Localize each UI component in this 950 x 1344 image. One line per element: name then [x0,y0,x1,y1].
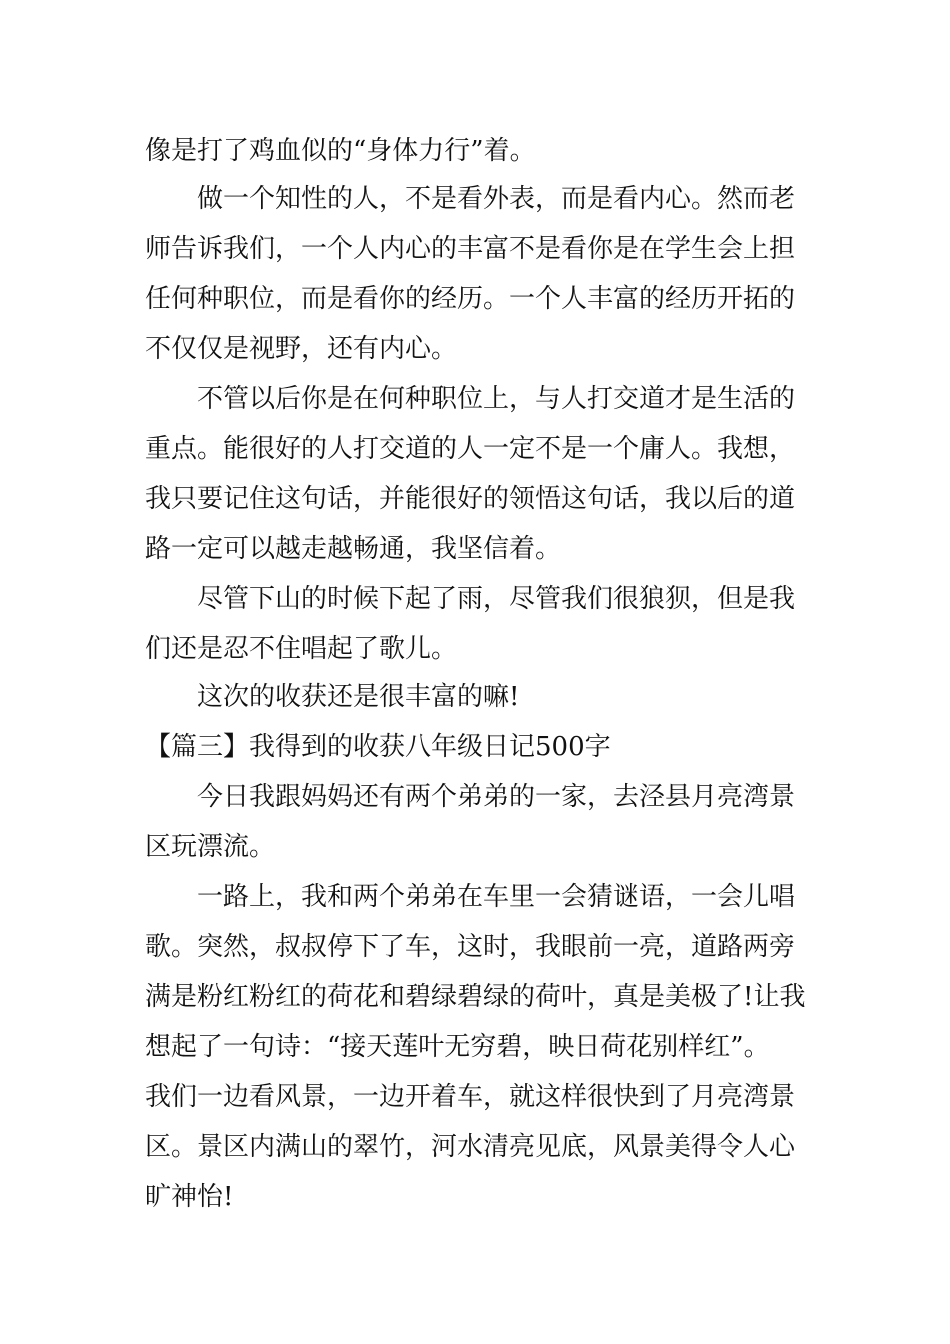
paragraph-line: 区。景区内满山的翠竹，河水清亮见底，风景美得令人心 [145,1132,796,1162]
section-heading: 【篇三】我得到的收获八年级日记500字 [145,732,611,762]
paragraph-line: 不仅仅是视野，还有内心。 [145,334,458,364]
paragraph-line: 们还是忍不住唱起了歌儿。 [145,634,458,664]
paragraph-line: 区玩漂流。 [145,832,276,862]
paragraph-line: 我只要记住这句话，并能很好的领悟这句话，我以后的道 [145,484,796,514]
paragraph-line: 满是粉红粉红的荷花和碧绿碧绿的荷叶，真是美极了!让我 [145,982,806,1012]
paragraph-line: 师告诉我们，一个人内心的丰富不是看你是在学生会上担 [145,234,796,264]
paragraph-line: 我们一边看风景，一边开着车，就这样很快到了月亮湾景 [145,1082,796,1112]
paragraph-line: 路一定可以越走越畅通，我坚信着。 [145,534,562,564]
paragraph-line: 歌。突然，叔叔停下了车，这时，我眼前一亮，道路两旁 [145,932,796,962]
paragraph-line: 任何种职位，而是看你的经历。一个人丰富的经历开拓的 [145,284,796,314]
paragraph-line: 这次的收获还是很丰富的嘛! [197,682,520,712]
paragraph-line: 想起了一句诗：“接天莲叶无穷碧，映日荷花别样红”。 [145,1032,770,1062]
paragraph-line: 一路上，我和两个弟弟在车里一会猜谜语，一会儿唱 [197,882,796,912]
paragraph-line: 不管以后你是在何种职位上，与人打交道才是生活的 [197,384,796,414]
paragraph-line: 今日我跟妈妈还有两个弟弟的一家，去泾县月亮湾景 [197,782,796,812]
paragraph-line: 旷神怡! [145,1182,234,1212]
paragraph-line: 重点。能很好的人打交道的人一定不是一个庸人。我想， [145,434,796,464]
paragraph-line: 尽管下山的时候下起了雨，尽管我们很狼狈，但是我 [197,584,796,614]
paragraph-line: 像是打了鸡血似的“身体力行”着。 [145,136,536,166]
paragraph-line: 做一个知性的人，不是看外表，而是看内心。然而老 [197,184,796,214]
